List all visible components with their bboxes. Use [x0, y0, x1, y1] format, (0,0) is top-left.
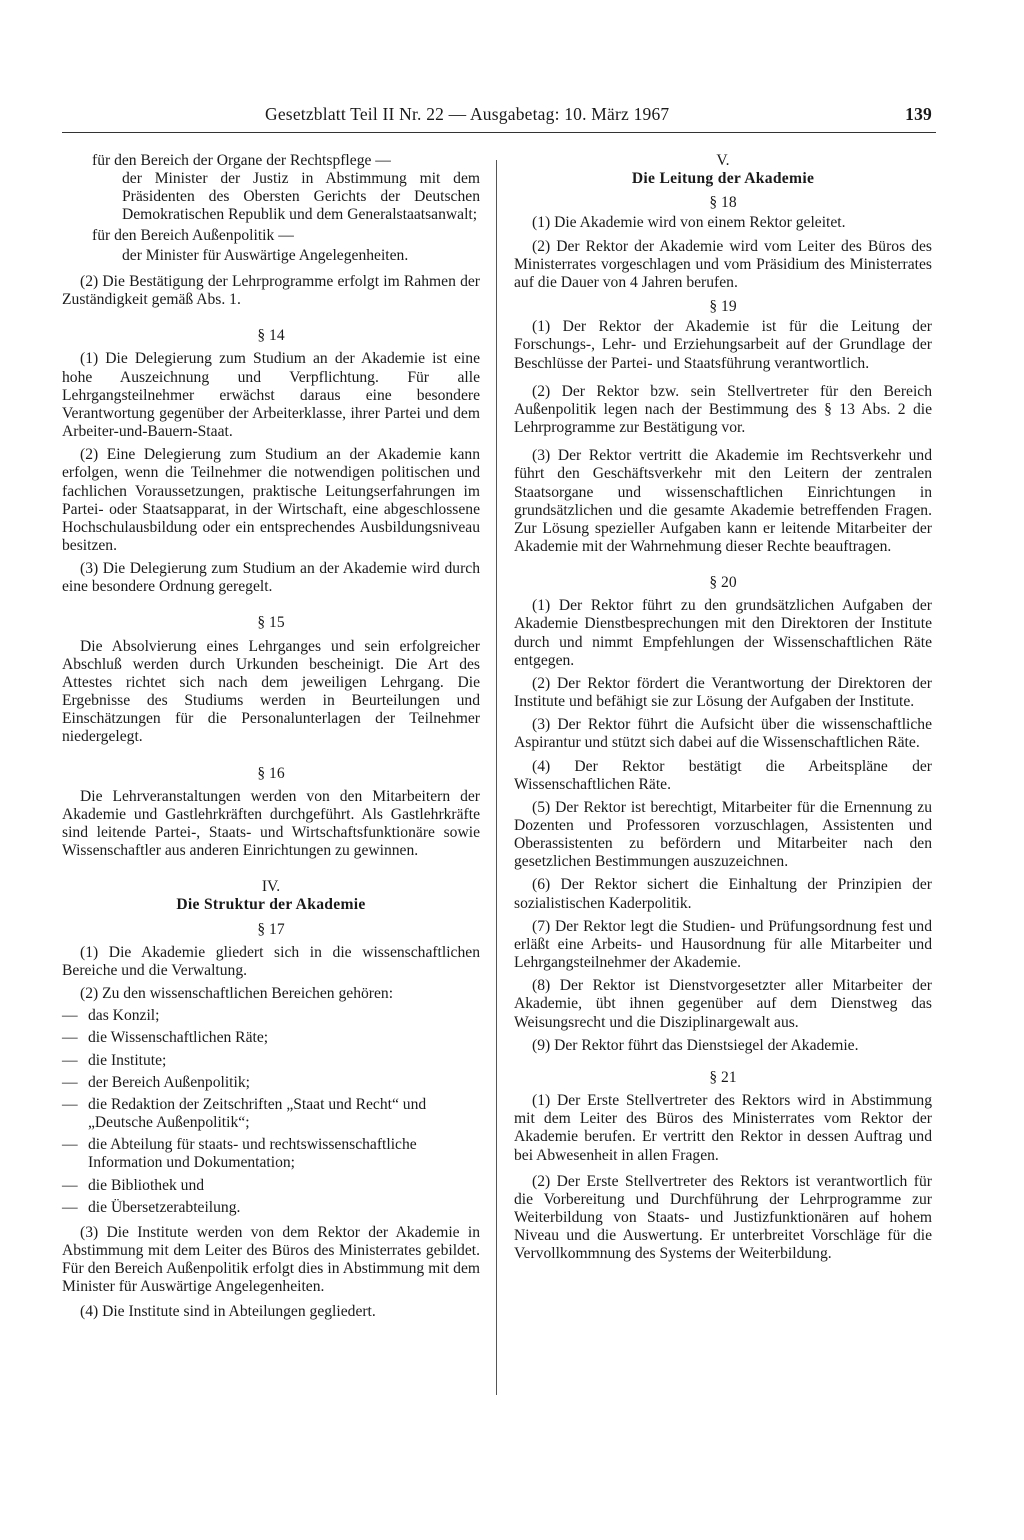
lead-justice: für den Bereich der Organe der Rechtspflege —: [92, 152, 391, 169]
paragraph-20-1: (1) Der Rektor führt zu den grundsätzlichen Aufgaben der Akademie Dienstbesprechungen mit den Direktoren der Institute durch und nimmt Empfehlungen der Wissenschaftlichen Räte entgegen.: [514, 597, 932, 669]
list-item: — die Übersetzerabteilung.: [62, 1199, 480, 1217]
paragraph-17-2: (2) Zu den wissenschaftlichen Bereichen gehören:: [80, 985, 394, 1003]
paragraph-20-9: (9) Der Rektor führt das Dienstsiegel der Akademie.: [532, 1036, 859, 1054]
list-item: — die Wissenschaftlichen Räte;: [62, 1029, 480, 1047]
paragraph-21-1: (1) Der Erste Stellvertreter des Rektors wird in Abstimmung mit dem Leiter des Büros des Ministerrates vom Rektor der Akademie berufen. Er vertritt den Rektor in dessen Auftrag und bei Abwesenheit in allen Fragen.: [514, 1092, 932, 1164]
paragraph-17-3: (3) Die Institute werden von dem Rektor der Akademie in Abstimmung mit dem Leiter des Büros des Ministerrates gebildet. Für den Bereich Außenpolitik erfolgt dies in Abstimmung mit dem Minister für Auswärtige Angelegenheiten.: [62, 1223, 480, 1296]
section-heading-18: § 18: [709, 194, 737, 212]
paragraph-15: Die Absolvierung eines Lehrganges und sein erfolgreicher Abschluß werden durch Urkunden bescheinigt. Die Art des Attestes richtet sich nach dem jeweiligen Lehrgang. Die Ergebnisse des Studiums werden in Beurteilungen und Einschätzungen für die Personalunterlagen der Teilnehmer niedergelegt.: [62, 637, 480, 746]
page-header: [60, 104, 936, 128]
paragraph-20-3: (3) Der Rektor führt die Aufsicht über die wissenschaftliche Aspirantur und stützt sich dabei auf die Wissenschaftlichen Räte.: [514, 716, 932, 752]
paragraph-approval: (2) Die Bestätigung der Lehrprogramme erfolgt im Rahmen der Zuständigkeit gemäß Abs. 1.: [62, 272, 480, 309]
right-column: [514, 152, 932, 1263]
section-heading-17: § 17: [257, 920, 285, 938]
header-rule: [62, 132, 936, 133]
areas-list: [62, 1007, 480, 1217]
paragraph-18-2: (2) Der Rektor der Akademie wird vom Leiter des Büros des Ministerrates vorgeschlagen und vom Präsidium des Ministerrates auf die Dauer von 4 Jahren berufen.: [514, 237, 932, 291]
list-item: — die Bibliothek und: [62, 1177, 480, 1195]
paragraph-16: Die Lehrveranstaltungen werden von den Mitarbeitern der Akademie und Gastlehrkräften durchgeführt. Als Gastlehrkräfte sind leitende Partei-, Staats- und Wirtschaftsfunktionäre sowie Wissenschaftler aus anderen Einrichtungen zu gewinnen.: [62, 787, 480, 860]
paragraph-14-1: (1) Die Delegierung zum Studium an der Akademie ist eine hohe Auszeichnung und Verpflichtung. Für alle Lehrgangsteilnehmer erwächst daraus eine besondere Verantwortung gegenüber der Arbeiterklasse, ihrer Partei und dem Arbeiter-und-Bauern-Staat.: [62, 350, 480, 441]
header-title: Gesetzblatt Teil II Nr. 22 — Ausgabetag: 10. März 1967: [265, 104, 670, 124]
list-item: — die Abteilung für staats- und rechtswissenschaftliche Information und Dokumentation;: [62, 1136, 480, 1172]
paragraph-20-7: (7) Der Rektor legt die Studien- und Prüfungsordnung fest und erläßt eine Arbeits- und Hausordnung für alle Mitarbeiter und Lehrgangsteilnehmer der Akademie.: [514, 917, 932, 972]
paragraph-19-2: (2) Der Rektor bzw. sein Stellvertreter für den Bereich Außenpolitik legen nach der Bestimmung des § 13 Abs. 2 die Lehrprogramme zur Bestätigung vor.: [514, 382, 932, 437]
paragraph-20-8: (8) Der Rektor ist Dienstvorgesetzter aller Mitarbeiter der Akademie, übt ihnen gegenüber auf dem Dienstweg das Weisungsrecht und die Disziplinargewalt aus.: [514, 977, 932, 1031]
paragraph-17-4: (4) Die Institute sind in Abteilungen gegliedert.: [80, 1303, 376, 1321]
paragraph-14-2: (2) Eine Delegierung zum Studium an der Akademie kann erfolgen, wenn die Teilnehmer die notwendigen politischen und fachlichen Voraussetzungen, praktische Leitungserfahrungen im Partei- oder Staatsapparat, in der Wirtschaft, eine abgeschlossene Hochschulausbildung oder ein entsprechendes Ausbildungsniveau besitzen.: [62, 446, 480, 554]
part-number-4: IV.: [261, 878, 281, 896]
section-heading-16: § 16: [257, 764, 285, 782]
part-number-5: V.: [716, 152, 730, 169]
paragraph-20-4: (4) Der Rektor bestätigt die Arbeitspläne der Wissenschaftlichen Räte.: [514, 757, 932, 793]
paragraph-18-1: (1) Die Akademie wird von einem Rektor geleitet.: [532, 214, 846, 232]
part-title-4: Die Struktur der Akademie: [176, 896, 366, 914]
left-column: [62, 152, 480, 1322]
paragraph-21-2: (2) Der Erste Stellvertreter des Rektors ist verantwortlich für die Vorbereitung und Durchführung der Lehrprogramme zur Weiterbildung von Staats- und Justizfunktionären auf hohem Niveau und die Auswertung. Er unterbreitet Vorschläge für die Vervollkommnung des Systems der Weiterbildung.: [514, 1172, 932, 1263]
list-item: — die Redaktion der Zeitschriften „Staat und Recht“ und „Deutsche Außenpolitik“;: [62, 1096, 480, 1132]
paragraph-20-5: (5) Der Rektor ist berechtigt, Mitarbeiter für die Ernennung zu Dozenten und Professoren vorzuschlagen, Assistenten und Oberassistenten zu befördern und Mitarbeiter nach den gesetzlichen Bestimmungen auszuzeichnen.: [514, 798, 932, 871]
section-heading-19: § 19: [709, 298, 737, 316]
lead-foreign: für den Bereich Außenpolitik —: [92, 226, 294, 244]
paragraph-14-3: (3) Die Delegierung zum Studium an der Akademie wird durch eine besondere Ordnung geregelt.: [62, 560, 480, 596]
section-heading-15: § 15: [257, 614, 285, 632]
part-title-5: Die Leitung der Akademie: [631, 170, 815, 188]
section-heading-14: § 14: [257, 327, 285, 345]
list-item: — die Institute;: [62, 1052, 480, 1070]
paragraph-19-1: (1) Der Rektor der Akademie ist für die Leitung der Forschungs-, Lehr- und Erziehungsarbeit auf der Grundlage der Beschlüsse der Partei- und Staatsführung verantwortlich.: [514, 318, 932, 372]
paragraph-19-3: (3) Der Rektor vertritt die Akademie im Rechtsverkehr und führt den Geschäftsverkehr mit den Leitern der zentralen Staatsorgane und wissenschaftlichen Einrichtungen in grundsätzlichen und die gesamte Akademie betreffenden Fragen. Zur Lösung spezieller Aufgaben kann er leitende Mitarbeiter der Akademie mit der Wahrnehmung dieser Rechte beauftragen.: [514, 447, 932, 555]
section-heading-20: § 20: [709, 574, 737, 592]
list-item: — der Bereich Außenpolitik;: [62, 1074, 480, 1092]
paragraph-20-6: (6) Der Rektor sichert die Einhaltung der Prinzipien der sozialistischen Kaderpolitik.: [514, 876, 932, 912]
column-divider: [496, 160, 497, 1395]
paragraph-17-1: (1) Die Akademie gliedert sich in die wissenschaftlichen Bereiche und die Verwaltung.: [62, 943, 480, 979]
lead-justice-body: der Minister der Justiz in Abstimmung mit dem Präsidenten des Obersten Gerichts der Deutschen Demokratischen Republik und dem Generalstaatsanwalt;: [122, 170, 480, 224]
page-number: 139: [905, 104, 932, 124]
lead-foreign-body: der Minister für Auswärtige Angelegenheiten.: [122, 246, 409, 264]
paragraph-20-2: (2) Der Rektor fördert die Verantwortung der Direktoren der Institute und befähigt sie zur Lösung der Aufgaben der Institute.: [514, 674, 932, 711]
section-heading-21: § 21: [709, 1068, 737, 1086]
list-item: — das Konzil;: [62, 1007, 480, 1025]
